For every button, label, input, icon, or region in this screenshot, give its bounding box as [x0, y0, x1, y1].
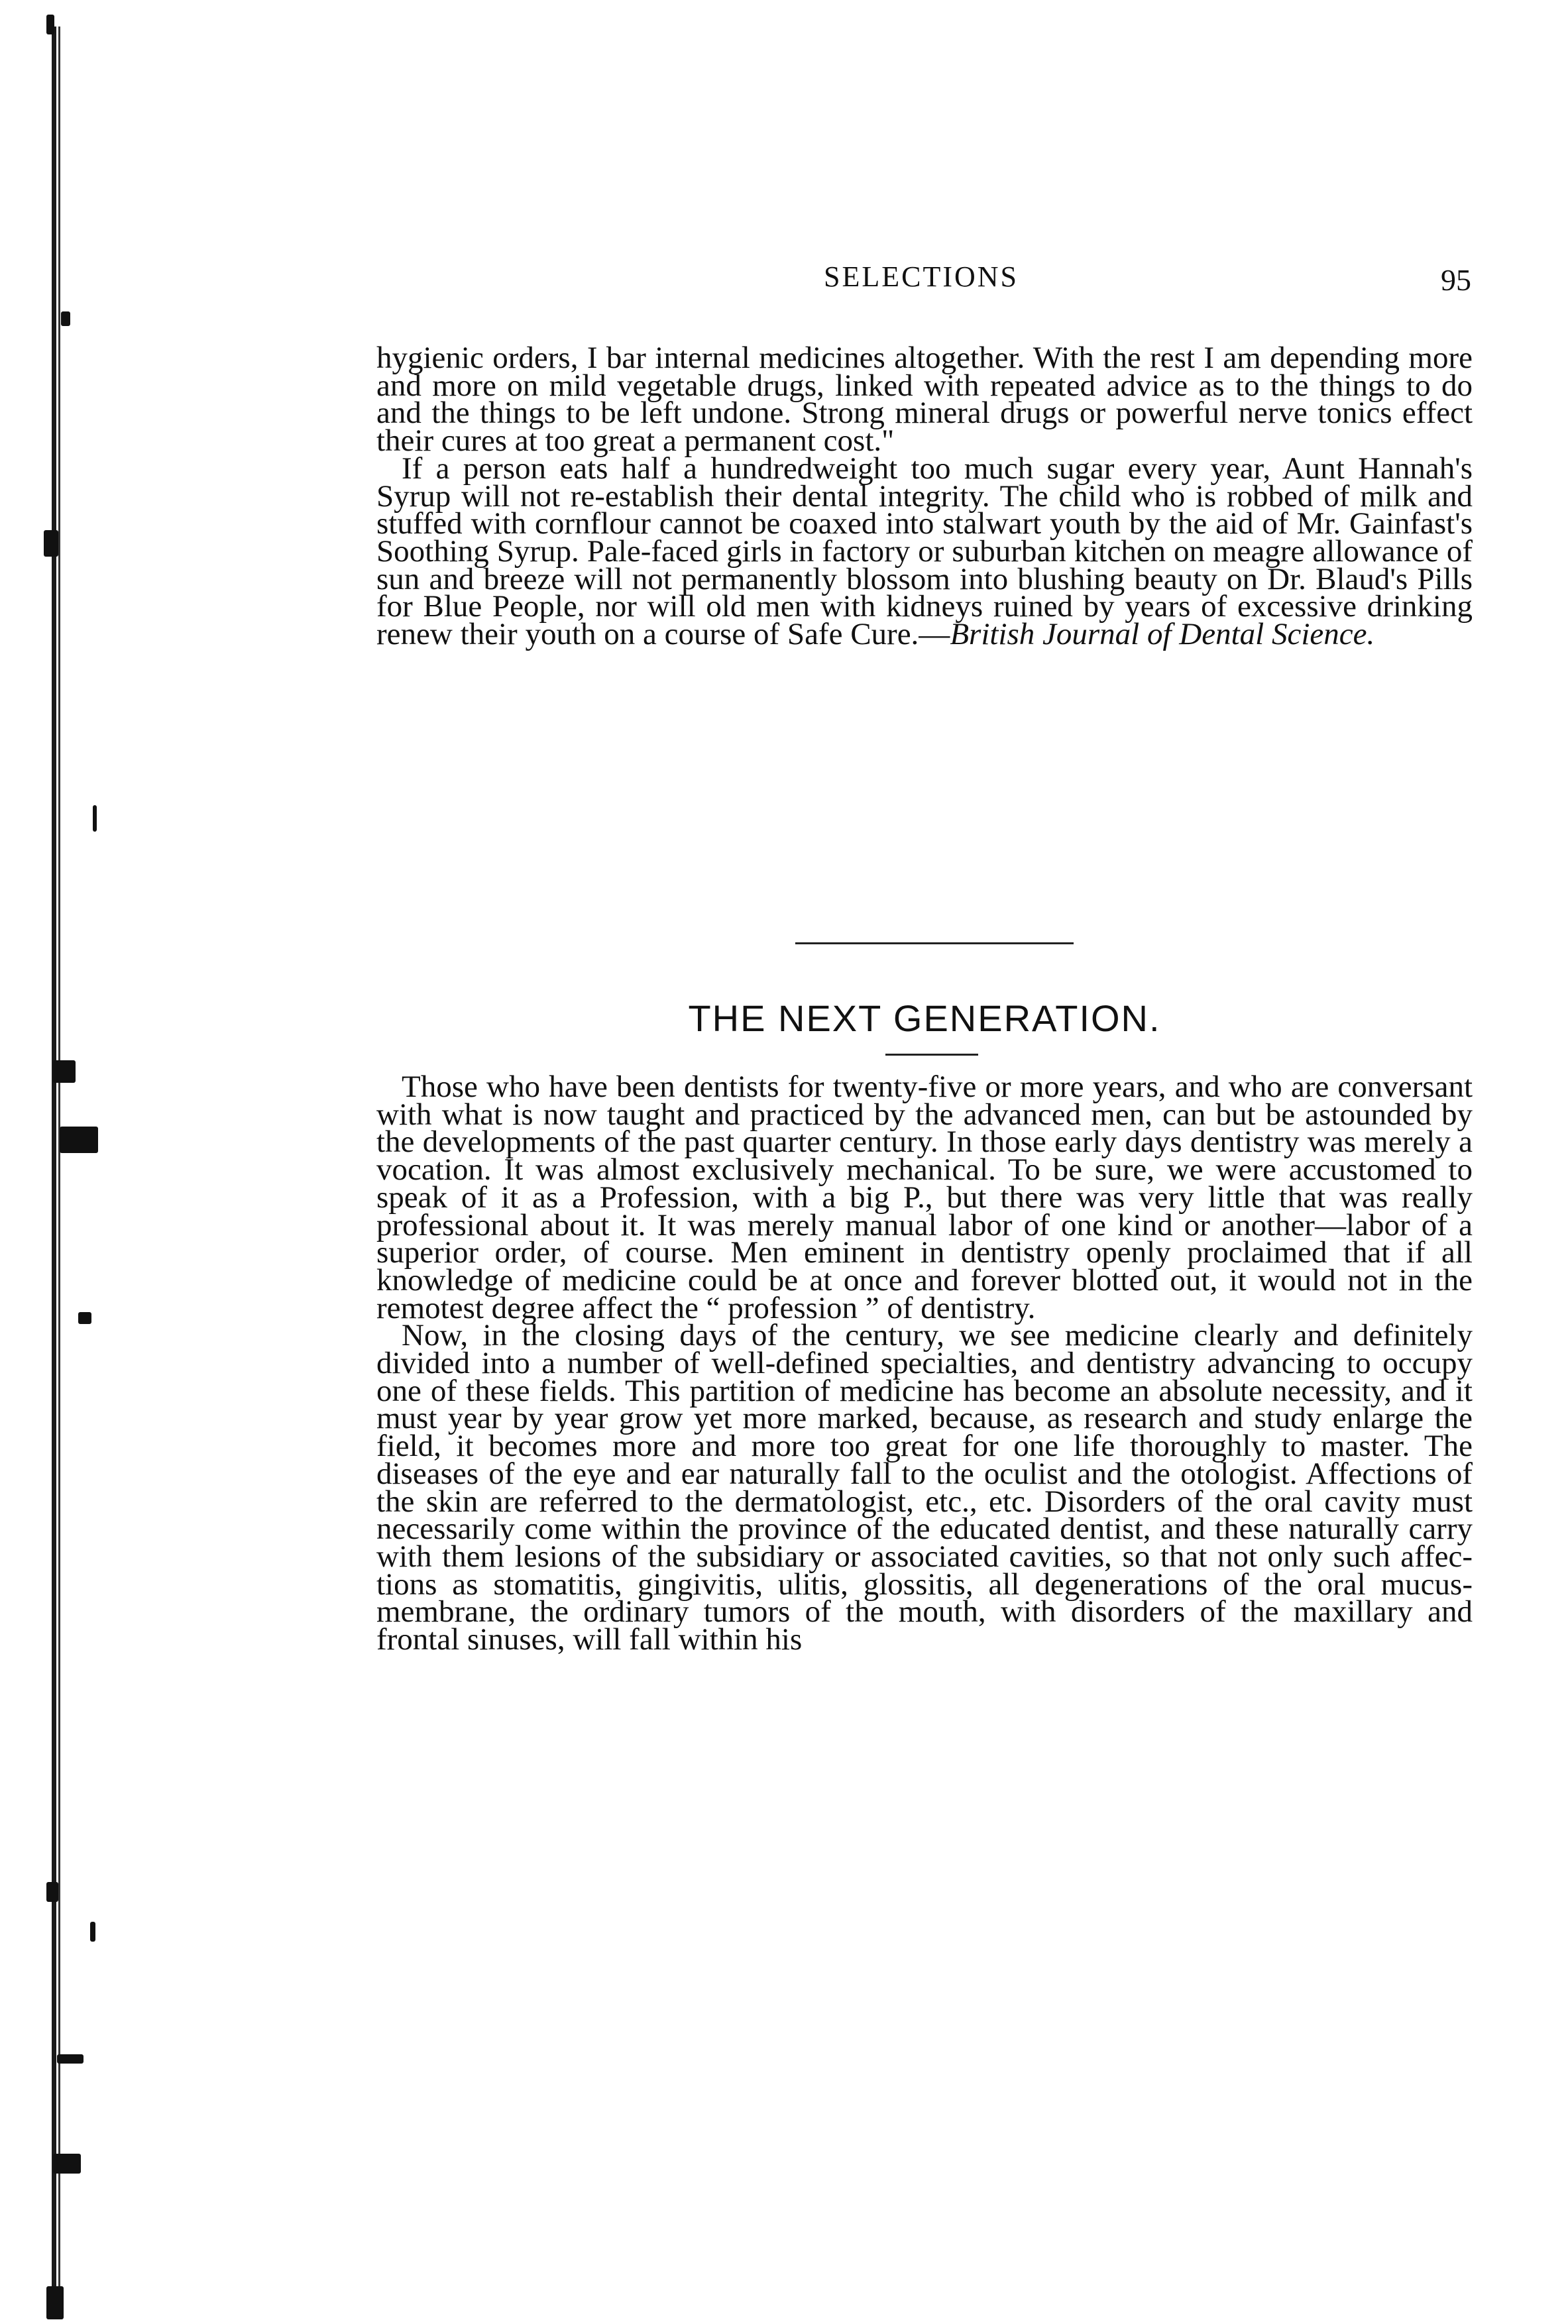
scan-mark — [57, 2054, 84, 2064]
scan-mark — [53, 2154, 81, 2174]
paragraph-text: hygienic orders, I bar internal medicines altogether. With the rest I am depending more and more on mild vegetable drugs, linked with repeated advice as to the things to do and the things to be left undone. Strong mineral drugs or powerful nerve tonics effect their cures at too great a permanent cost." — [376, 341, 1473, 459]
paragraph — [376, 451, 1473, 652]
page-binding-edge — [0, 0, 119, 2324]
running-title: SELECTIONS — [824, 260, 1019, 293]
first-article-body — [376, 341, 1473, 652]
scan-mark — [46, 2286, 64, 2319]
title-rule — [885, 1054, 978, 1056]
article-title: THE NEXT GENERATION. — [688, 997, 1161, 1039]
scan-mark — [46, 1882, 58, 1902]
binding-line-thin — [58, 27, 60, 2306]
scan-mark — [90, 1922, 95, 1942]
running-head — [371, 260, 1471, 306]
scan-mark — [61, 311, 70, 326]
scan-mark — [46, 15, 54, 34]
citation: British Journal of Dental Science. — [950, 617, 1375, 652]
binding-line — [52, 27, 56, 2306]
scan-mark — [60, 1127, 98, 1153]
paragraph — [376, 341, 1473, 459]
page-number: 95 — [1441, 263, 1471, 297]
scan-mark — [93, 805, 97, 832]
scan-mark — [53, 1060, 76, 1083]
paragraph-text: If a person eats half a hundredweight too much sugar every year, Aunt Hannah's Syrup will not re-establish their dental integrity. The child who is robbed of milk and stuffed with cornflour cannot be coaxed into stalwart youth by the aid of Mr. Gainfast's Soothing Syrup. Pale-faced girls in factory or suburban kitchen on meagre allowance of sun and breeze will not permanently blossom into blushing beauty on Dr. Blaud's Pills for Blue People, nor will old men with kidneys ruined by years of excessive drinking renew their youth on a course of Safe Cure.— — [376, 451, 1473, 652]
second-article-body — [376, 1070, 1473, 1657]
paragraph — [376, 1318, 1473, 1657]
paragraph-text: Now, in the closing days of the century, we see medicine clearly and definitely divided into a number of well-defined specialties, and dentistry advancing to occupy one of these fields. This partition of medicine has become an absolute necessity, and it must year by year grow yet more marked, because, as research and study enlarge the field, it becomes more and more too great for one life thoroughly to master. The diseases of the eye and ear naturally fall to the oculist and the otologist. Affections of the skin are referred to the dermatologist, etc., etc. Disorders of the oral cavity must necessarily come within the province of the educated dentist, and these naturally carry with them lesions of the subsidiary or associated cavities, so that not only such affections as stomatitis, gingivitis, ulitis, glossitis, all degenerations of the oral mucus-membrane, the ordinary tumors of the mouth, with disorders of the maxillary and frontal sinuses, will fall within his — [376, 1318, 1473, 1657]
scan-mark — [44, 530, 58, 557]
scan-mark — [78, 1312, 91, 1324]
paragraph — [376, 1070, 1473, 1325]
paragraph-text: Those who have been dentists for twenty-five or more years, and who are conversant with what is now taught and practiced by the advanced men, can but be astounded by the developments of the past quarter century. In those early days dentistry was merely a vocation. It was almost exclusively mechanical. To be sure, we were accustomed to speak of it as a Profession, with a big P., but there was very little that was really professional about it. It was merely manual labor of one kind or another—labor of a superior order, of course. Men eminent in dentistry openly proclaimed that if all knowledge of medicine could be at once and forever blotted out, it would not in the remotest degree affect the “ profession ” of dentistry. — [376, 1070, 1473, 1325]
article-divider — [795, 942, 1074, 944]
